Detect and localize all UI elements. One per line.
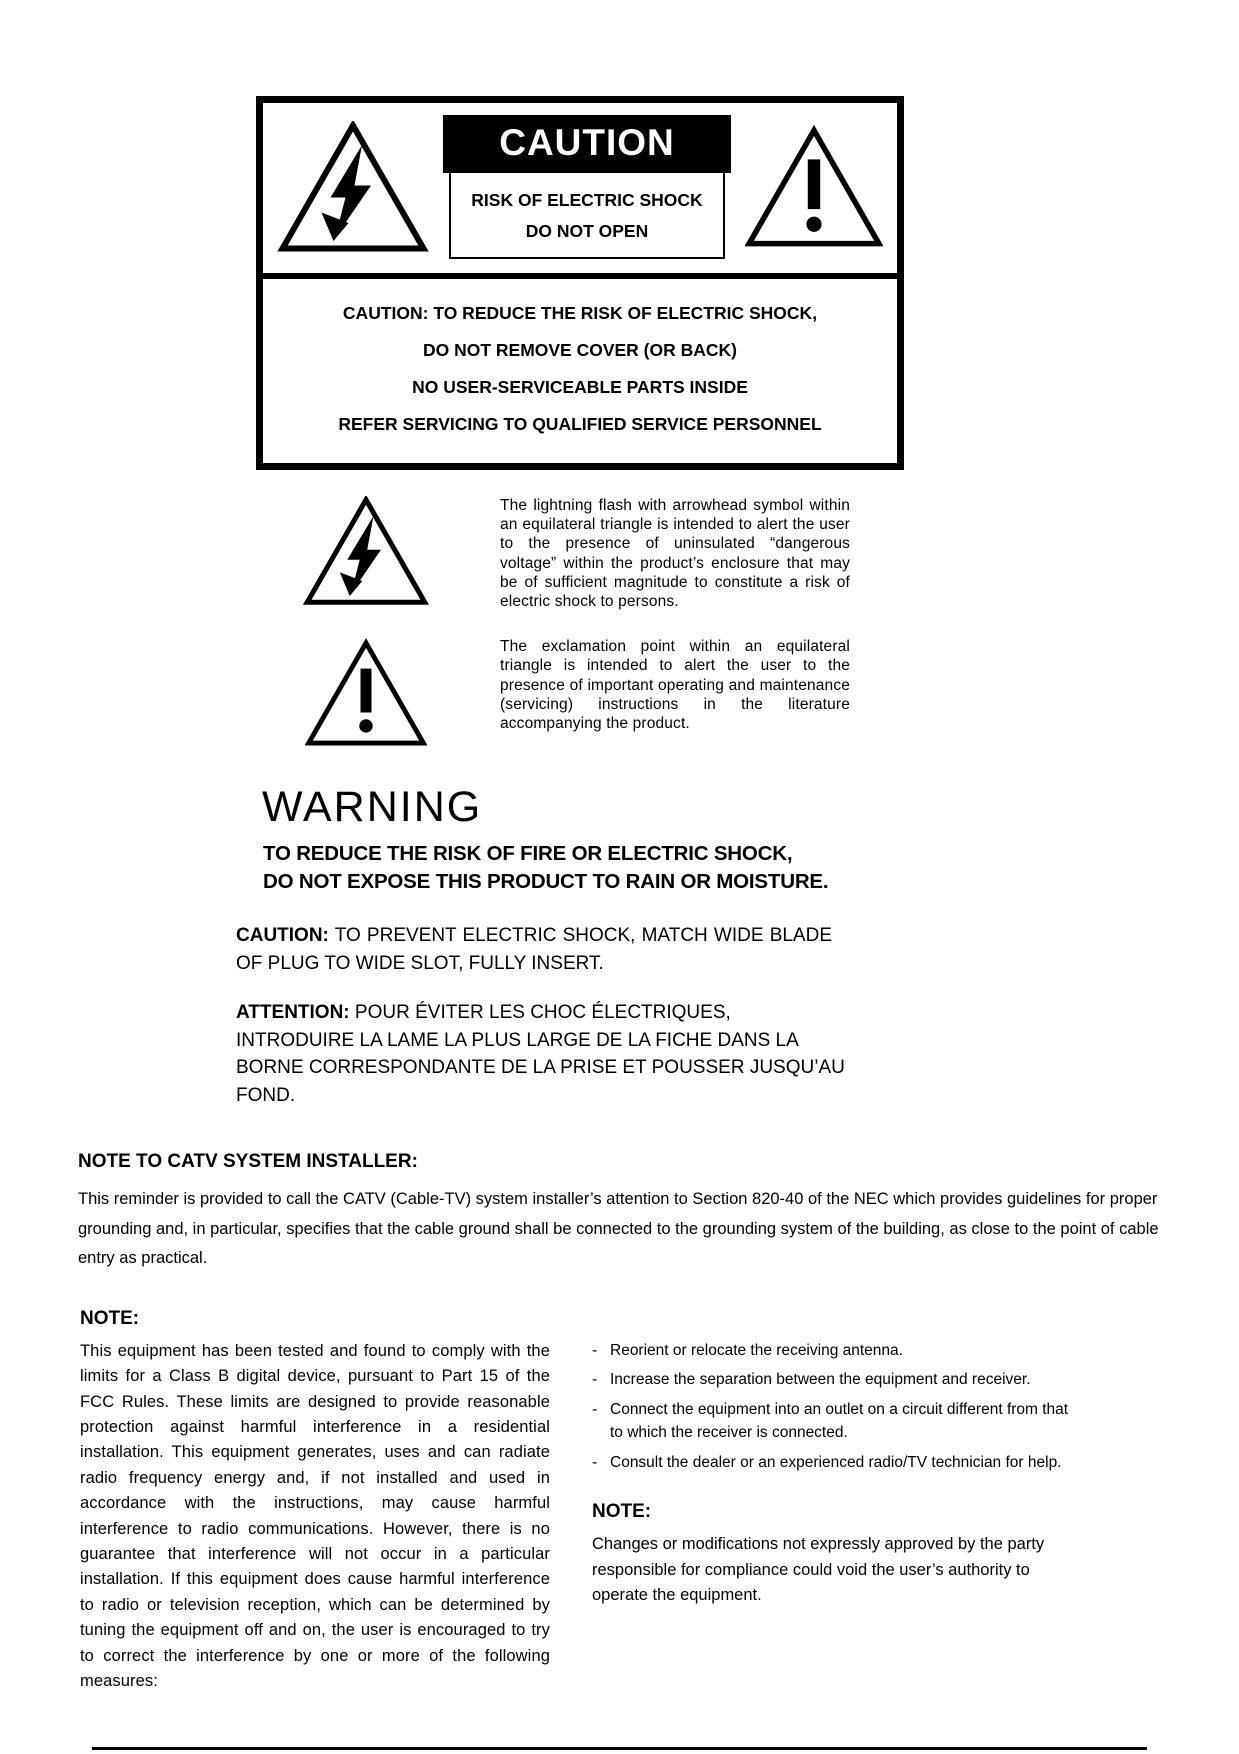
catv-note-text: This reminder is provided to call the CATV (Cable-TV) system installer’s attention to Section 820-40 of the NEC which provides guidelines for proper grounding and, in particular, specifies that the cable ground shall be connected to the grounding system of the building, as close to the point of cable entry as practical.: [78, 1190, 1159, 1268]
fcc-note-left-column: [80, 1308, 550, 1695]
lightning-triangle-icon: [277, 121, 429, 253]
caution-line-3: NO USER-SERVICEABLE PARTS INSIDE: [412, 377, 748, 397]
risk-line-2: DO NOT OPEN: [525, 221, 649, 241]
risk-box: [449, 173, 725, 259]
lightning-triangle-icon: [303, 496, 429, 606]
caution-box-upper: [263, 103, 897, 273]
dash-bullet: -: [592, 1341, 598, 1359]
caution-line-1: CAUTION: TO REDUCE THE RISK OF ELECTRIC SHOCK,: [342, 303, 818, 323]
measure-item: [592, 1368, 1074, 1392]
warning-title: WARNING: [262, 783, 483, 832]
exclamation-triangle-icon: [745, 123, 883, 251]
caution-box: [256, 96, 904, 470]
fcc-note-right-column: [592, 1308, 1074, 1695]
dash-bullet: -: [592, 1371, 598, 1389]
caution-text: TO PREVENT ELECTRIC SHOCK, MATCH WIDE BLADE OF PLUG TO WIDE SLOT, FULLY INSERT.: [236, 925, 833, 974]
exclamation-triangle-icon: [305, 637, 427, 749]
catv-note-heading: NOTE TO CATV SYSTEM INSTALLER:: [78, 1151, 418, 1173]
measure-text: Consult the dealer or an experienced radio/TV technician for help.: [610, 1453, 1062, 1471]
measure-item: [592, 1339, 1074, 1363]
warning-line-1: TO REDUCE THE RISK OF FIRE OR ELECTRIC SHOCK,: [263, 842, 793, 866]
compliance-note-heading: NOTE:: [592, 1501, 652, 1523]
caution-banner-block: [443, 115, 731, 259]
caution-line-2: DO NOT REMOVE COVER (OR BACK): [422, 340, 738, 360]
compliance-note-text: Changes or modifications not expressly approved by the party responsible for compliance could void the user’s authority to operate the equipment.: [592, 1535, 1045, 1605]
caution-box-lower: [263, 273, 897, 463]
exclamation-explanation-text: The exclamation point within an equilateral triangle is intended to alert the user to the presence of important operating and maintenance (servicing) instructions in the literature accompanying the product.: [500, 638, 850, 733]
exclamation-explanation-row: [300, 637, 1239, 749]
measure-text: Increase the separation between the equipment and receiver.: [610, 1371, 1031, 1389]
caution-plug-note: [236, 922, 832, 977]
dash-bullet: -: [592, 1400, 598, 1418]
page-bottom-edge: [92, 1747, 1147, 1750]
attention-text: POUR ÉVITER LES CHOC ÉLECTRIQUES, INTRODUIRE LA LAME LA PLUS LARGE DE LA FICHE DANS LA BORNE CORRESPONDANTE DE LA PRISE ET POUSSER JUSQU’AU FOND.: [236, 1002, 845, 1106]
measure-item: [592, 1451, 1074, 1475]
lightning-explanation-text: The lightning flash with arrowhead symbol within an equilateral triangle is intended to alert the user to the presence of uninsulated “dangerous voltage” within the product’s enclosure that may be of sufficient magnitude to constitute a risk of electric shock to persons.: [500, 497, 850, 611]
risk-line-1: RISK OF ELECTRIC SHOCK: [471, 190, 703, 210]
attention-label: ATTENTION:: [236, 1002, 350, 1024]
caution-label: CAUTION:: [236, 925, 329, 947]
measure-item: [592, 1398, 1074, 1445]
fcc-note-heading: NOTE:: [80, 1307, 140, 1329]
measure-text: Connect the equipment into an outlet on a circuit different from that to which the receiver is connected.: [610, 1400, 1069, 1442]
dash-bullet: -: [592, 1453, 598, 1471]
fcc-note-body: This equipment has been tested and found to comply with the limits for a Class B digital device, pursuant to Part 15 of the FCC Rules. These limits are designed to provide reasonable protection against harmful interference in a residential installation. This equipment generates, uses and can radiate radio frequency energy and, if not installed and used in accordance with the instructions, may cause harmful interference to radio communications. However, there is no guarantee that interference will not occur in a particular installation. If this equipment does cause harmful interference to radio or television reception, which can be determined by tuning the equipment off and on, the user is encouraged to try to correct the interference by one or more of the following measures:: [80, 1341, 550, 1690]
lightning-symbol-cell: [300, 496, 432, 606]
measure-text: Reorient or relocate the receiving antenna.: [610, 1341, 903, 1359]
caution-banner: CAUTION: [443, 115, 731, 173]
attention-plug-note: [236, 999, 846, 1109]
warning-line-2: DO NOT EXPOSE THIS PRODUCT TO RAIN OR MOISTURE.: [263, 870, 829, 894]
exclamation-symbol-cell: [300, 637, 432, 749]
warning-lines: [263, 840, 1239, 896]
fcc-note-section: [0, 1308, 1239, 1695]
caution-line-4: REFER SERVICING TO QUALIFIED SERVICE PERSONNEL: [338, 414, 822, 434]
lightning-explanation-row: [300, 496, 1239, 611]
